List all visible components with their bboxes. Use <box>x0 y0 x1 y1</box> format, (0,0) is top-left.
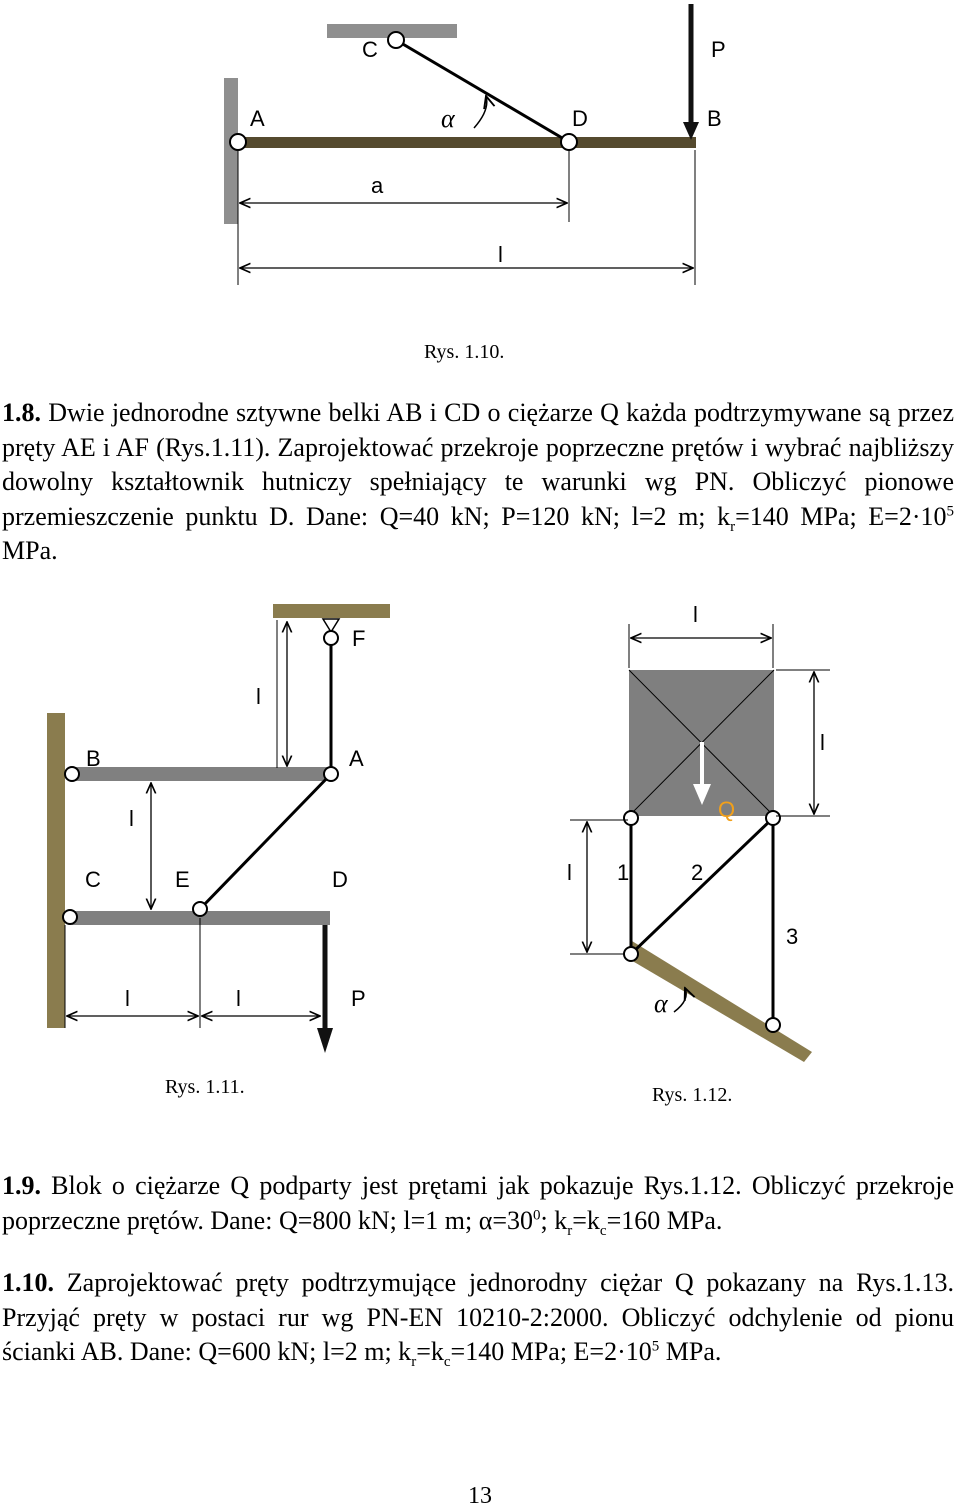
beam-ba <box>72 767 333 781</box>
label-b: B <box>86 746 101 771</box>
joint-a <box>230 134 246 150</box>
beam-ab <box>238 137 696 148</box>
joint-d <box>561 134 577 150</box>
joint-c <box>388 32 404 48</box>
label-dim-l: l <box>129 806 134 831</box>
joint-b <box>65 767 79 781</box>
force-p-arrowhead <box>317 1028 333 1053</box>
angle-alpha-arc <box>674 988 686 1012</box>
angle-alpha-arc <box>474 96 487 128</box>
label-d: D <box>572 106 588 131</box>
problem-1-10: 1.10. Zaprojektować pręty podtrzymujące jednorodny ciężar Q pokazany na Rys.1.13. Przyjąć pręty w postaci rur wg PN-EN 10210-2:2000. Obliczyć odchylenie od pionu ścianki AB. Dane: Q=600 kN; l=2 m; $k_r=k_c=140$ MPa; $E=2\cdot 10^5$ MPa. <box>2 1268 955 1371</box>
problem-number: 1.9. <box>2 1171 41 1200</box>
label-q: Q <box>718 797 736 822</box>
label-p: P <box>351 986 366 1011</box>
label-dim-l: l <box>498 242 503 267</box>
caption-fig-1-12: Rys. 1.12. <box>652 1084 733 1106</box>
joint-top-left <box>624 811 638 825</box>
figure-1-12 <box>567 602 830 1062</box>
problem-number: 1.10. <box>2 1268 54 1297</box>
label-bar-1: 1 <box>617 860 630 885</box>
problem-1-8 <box>2 396 954 569</box>
label-dim-l: l <box>567 860 572 885</box>
label-bar-2: 2 <box>691 860 704 885</box>
label-dim-a: a <box>371 173 384 198</box>
problem-data: Dane: Q=40 kN; P=120 kN; l=2 m; $k_r=140$ MPa; $E=2\cdot 10^5$ MPa. <box>2 501 954 565</box>
joint-e <box>193 902 207 916</box>
page-number: 13 <box>468 1483 492 1509</box>
rod-2 <box>631 818 773 954</box>
label-alpha: α <box>654 989 668 1018</box>
joint-top-right <box>766 811 780 825</box>
figure-1-11 <box>47 604 390 1053</box>
figure-1-10 <box>224 4 726 285</box>
caption-fig-1-11: Rys. 1.11. <box>165 1076 245 1098</box>
rod-ae <box>200 774 331 909</box>
caption-fig-1-10: Rys. 1.10. <box>424 341 505 363</box>
label-c: C <box>362 37 378 62</box>
label-b: B <box>707 106 722 131</box>
label-c: C <box>85 867 101 892</box>
label-f: F <box>352 626 366 651</box>
problem-1-9: 1.9. Blok o ciężarze Q podparty jest prętami jak pokazuje Rys.1.12. Obliczyć przekroje poprzeczne prętów. Dane: Q=800 kN; l=1 m; $\alpha=30^0$; $k_r=k_c=160$ MPa. <box>2 1171 954 1239</box>
label-dim-l: l <box>125 986 130 1011</box>
joint-a <box>324 767 338 781</box>
problem-number: 1.8. <box>2 398 41 427</box>
label-p: P <box>711 37 726 62</box>
label-dim-l: l <box>256 684 261 709</box>
label-alpha: α <box>441 104 455 133</box>
label-dim-l: l <box>820 730 825 755</box>
joint-c <box>63 910 77 924</box>
ceiling-support <box>273 604 390 618</box>
problem-text: Dwie jednorodne sztywne belki AB i CD o ciężarze Q każda podtrzymywane są przez pręty AE i AF (Rys.1.11). Zaprojektować przekroje poprzeczne prętów i wybrać najbliższy dowolny kształtownik hutniczy spełniający te warunki wg PN. Obliczyć pionowe przemieszczenie punktu D. <box>2 398 955 531</box>
joint-bottom-left <box>624 947 638 961</box>
joint-bottom-right <box>766 1018 780 1032</box>
wall-support <box>47 713 65 1028</box>
label-a: A <box>349 746 364 771</box>
label-e: E <box>175 867 190 892</box>
label-dim-l: l <box>693 602 698 627</box>
joint-f <box>324 631 338 645</box>
label-d: D <box>332 867 348 892</box>
label-dim-l: l <box>236 986 241 1011</box>
label-a: A <box>250 106 265 131</box>
wall-support <box>224 78 238 224</box>
inclined-support <box>624 941 812 1062</box>
label-bar-3: 3 <box>786 924 799 949</box>
rod-cd <box>396 40 569 142</box>
